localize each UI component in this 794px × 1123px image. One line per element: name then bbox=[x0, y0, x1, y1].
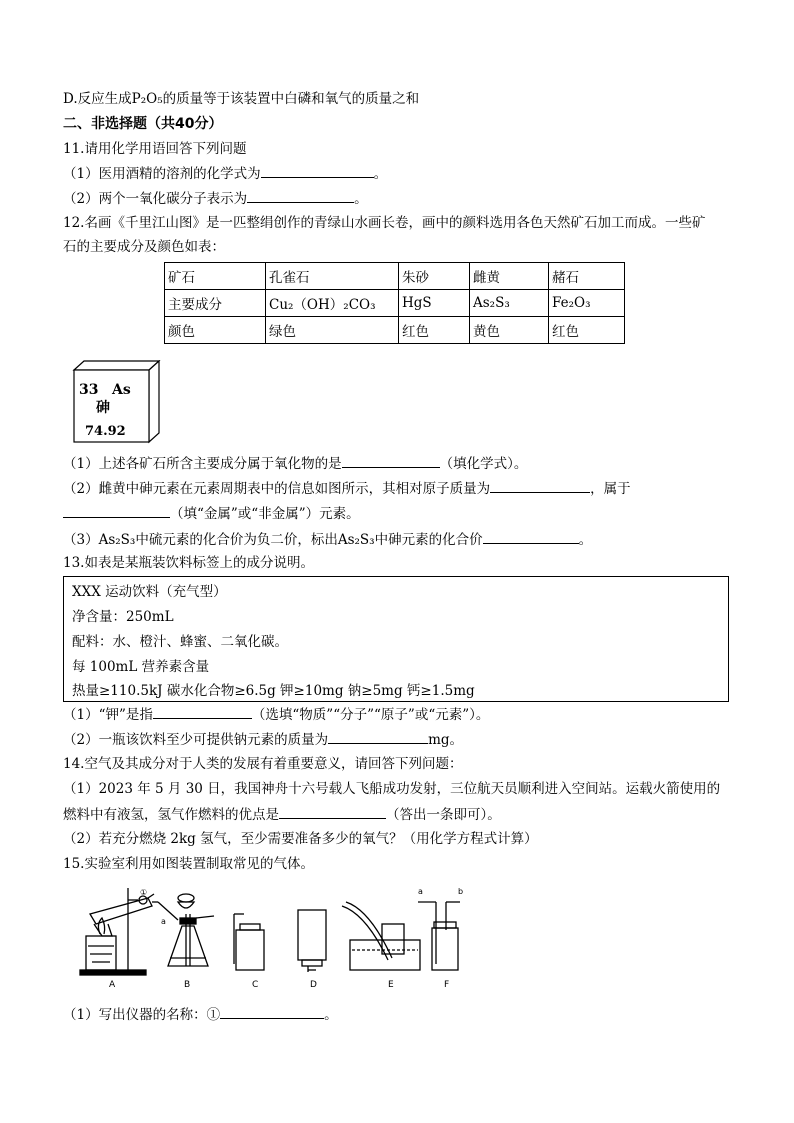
answer-blank[interactable] bbox=[490, 478, 590, 493]
q11-part2 bbox=[63, 188, 368, 209]
label-b: B bbox=[184, 980, 191, 990]
table-cell: 孔雀石 bbox=[266, 263, 399, 290]
label-ingredients: 配料：水、橙汁、蜂蜜、二氧化碳。 bbox=[72, 634, 288, 650]
q11-part1 bbox=[63, 163, 387, 184]
q12-part1 bbox=[63, 453, 527, 474]
element-cube-figure bbox=[66, 360, 162, 444]
q15-part1 bbox=[63, 1004, 338, 1025]
svg-text:a: a bbox=[161, 917, 166, 926]
q11-part2-text: （2）两个一氧化碳分子表示为 bbox=[63, 191, 248, 207]
answer-blank[interactable] bbox=[483, 529, 579, 544]
q13-part1-end: （选填“物质”“分子”“原子”或“元素”）。 bbox=[251, 707, 490, 723]
label-c: C bbox=[252, 980, 259, 990]
table-cell: 矿石 bbox=[165, 263, 266, 290]
answer-blank[interactable] bbox=[63, 503, 170, 518]
table-cell: 黄色 bbox=[470, 317, 549, 344]
table-row bbox=[165, 317, 625, 344]
answer-blank[interactable] bbox=[342, 453, 440, 468]
q12-part2-mid: ，属于 bbox=[590, 481, 631, 497]
option-d: D.反应生成P₂O₅的质量等于该装置中白磷和氧气的质量之和 bbox=[63, 91, 420, 107]
table-cell: Cu₂（OH）₂CO₃ bbox=[266, 290, 399, 317]
beverage-label bbox=[63, 576, 729, 702]
atomic-mass: 74.92 bbox=[85, 424, 126, 439]
apparatus-c bbox=[234, 914, 264, 990]
answer-blank[interactable] bbox=[261, 163, 374, 178]
apparatus-e bbox=[342, 902, 420, 990]
q12-part1-text: （1）上述各矿石所含主要成分属于氧化物的是 bbox=[63, 456, 342, 472]
q11-part1-end: 。 bbox=[373, 166, 388, 182]
section-heading: 二、非选择题（共40分） bbox=[63, 116, 223, 132]
q14-stem: 14.空气及其成分对于人类的发展有着重要意义，请回答下列问题： bbox=[63, 756, 463, 772]
table-cell: Fe₂O₃ bbox=[549, 290, 625, 317]
ore-table bbox=[164, 262, 625, 344]
table-cell: 朱砂 bbox=[399, 263, 470, 290]
q13-part2-end: mg。 bbox=[428, 732, 464, 748]
q12-part2-cont bbox=[63, 503, 360, 524]
q12-part2-text: （2）雌黄中砷元素在元素周期表中的信息如图所示，其相对原子质量为 bbox=[63, 481, 491, 497]
answer-blank[interactable] bbox=[220, 1004, 324, 1019]
q14-part2: （2）若充分燃烧 2kg 氢气，至少需要准备多少的氧气？（用化学方程式计算） bbox=[63, 831, 538, 847]
label-nutrients: 热量≥110.5kJ 碳水化合物≥6.5g 钾≥10mg 钠≥5mg 钙≥1.5mg bbox=[72, 683, 475, 699]
table-cell: 红色 bbox=[549, 317, 625, 344]
element-symbol: As bbox=[112, 382, 131, 398]
q12-stem-2: 石的主要成分及颜色如表： bbox=[63, 239, 225, 255]
port-b-label: b bbox=[458, 887, 464, 896]
label-d: D bbox=[310, 980, 317, 990]
apparatus-d bbox=[298, 910, 326, 990]
q15-part1-end: 。 bbox=[324, 1007, 338, 1023]
answer-blank[interactable] bbox=[247, 188, 354, 203]
answer-blank[interactable] bbox=[328, 729, 428, 744]
table-cell: 颜色 bbox=[165, 317, 266, 344]
q15-part1-text: （1）写出仪器的名称：① bbox=[63, 1007, 221, 1023]
q11-stem: 11.请用化学用语回答下列问题 bbox=[63, 141, 247, 157]
q13-part2-text: （2）一瓶该饮料至少可提供钠元素的质量为 bbox=[63, 732, 329, 748]
element-name: 砷 bbox=[96, 400, 110, 416]
q14-part1-cont bbox=[63, 804, 501, 825]
label-e: E bbox=[388, 980, 394, 990]
table-cell: 雌黄 bbox=[470, 263, 549, 290]
q14-part1-text: 燃料中有液氢，氢气作燃料的优点是 bbox=[63, 807, 279, 823]
table-cell: 主要成分 bbox=[165, 290, 266, 317]
q11-part2-end: 。 bbox=[354, 191, 368, 207]
q13-stem: 13.如表是某瓶装饮料标签上的成分说明。 bbox=[63, 555, 314, 571]
port-a-label: a bbox=[418, 887, 423, 896]
label-f: F bbox=[444, 980, 450, 990]
q15-stem: 15.实验室利用如图装置制取常见的气体。 bbox=[63, 856, 314, 872]
table-row bbox=[165, 263, 625, 290]
table-cell: 赭石 bbox=[549, 263, 625, 290]
label-a: A bbox=[109, 980, 116, 990]
q12-part3 bbox=[63, 529, 592, 550]
q12-part3-end: 。 bbox=[578, 532, 593, 548]
q12-part3-text: （3）As₂S₃中硫元素的化合价为负二价，标出As₂S₃中砷元素的化合价 bbox=[63, 532, 483, 548]
q14-part1: （1）2023 年 5 月 30 日，我国神舟十六号载人飞船成功发射，三位航天员顺利进入空间站。运载火箭使用的 bbox=[63, 781, 721, 797]
q14-part1-end: （答出一条即可）。 bbox=[386, 807, 501, 823]
apparatus-a bbox=[80, 888, 178, 990]
apparatus-b bbox=[168, 894, 214, 990]
q12-stem-1: 12.名画《千里江山图》是一匹整绢创作的青绿山水画长卷，画中的颜料选用各色天然矿石加工而成。一些矿 bbox=[63, 215, 706, 231]
q13-part1 bbox=[63, 704, 489, 725]
table-cell: As₂S₃ bbox=[470, 290, 549, 317]
q13-part2 bbox=[63, 729, 463, 750]
label-volume: 净含量：250mL bbox=[72, 609, 174, 625]
atomic-number: 33 bbox=[79, 382, 99, 398]
apparatus-f bbox=[418, 887, 463, 990]
table-cell: HgS bbox=[399, 290, 470, 317]
q12-part2 bbox=[63, 478, 631, 499]
q13-part1-text: （1）“钾”是指 bbox=[63, 707, 153, 723]
q12-part1-end: （填化学式）。 bbox=[439, 456, 528, 472]
mark-1-label: ① bbox=[140, 888, 148, 897]
q11-part1-text: （1）医用酒精的溶剂的化学式为 bbox=[63, 166, 261, 182]
answer-blank[interactable] bbox=[279, 804, 386, 819]
label-nutrition-heading: 每 100mL 营养素含量 bbox=[72, 659, 210, 675]
table-cell: 绿色 bbox=[266, 317, 399, 344]
q12-part2-end: （填“金属”或“非金属”）元素。 bbox=[170, 506, 360, 522]
answer-blank[interactable] bbox=[153, 704, 252, 719]
label-name: XXX 运动饮料（充气型） bbox=[72, 584, 227, 600]
table-row bbox=[165, 290, 625, 317]
lab-apparatus-figure bbox=[66, 880, 486, 990]
table-cell: 红色 bbox=[399, 317, 470, 344]
